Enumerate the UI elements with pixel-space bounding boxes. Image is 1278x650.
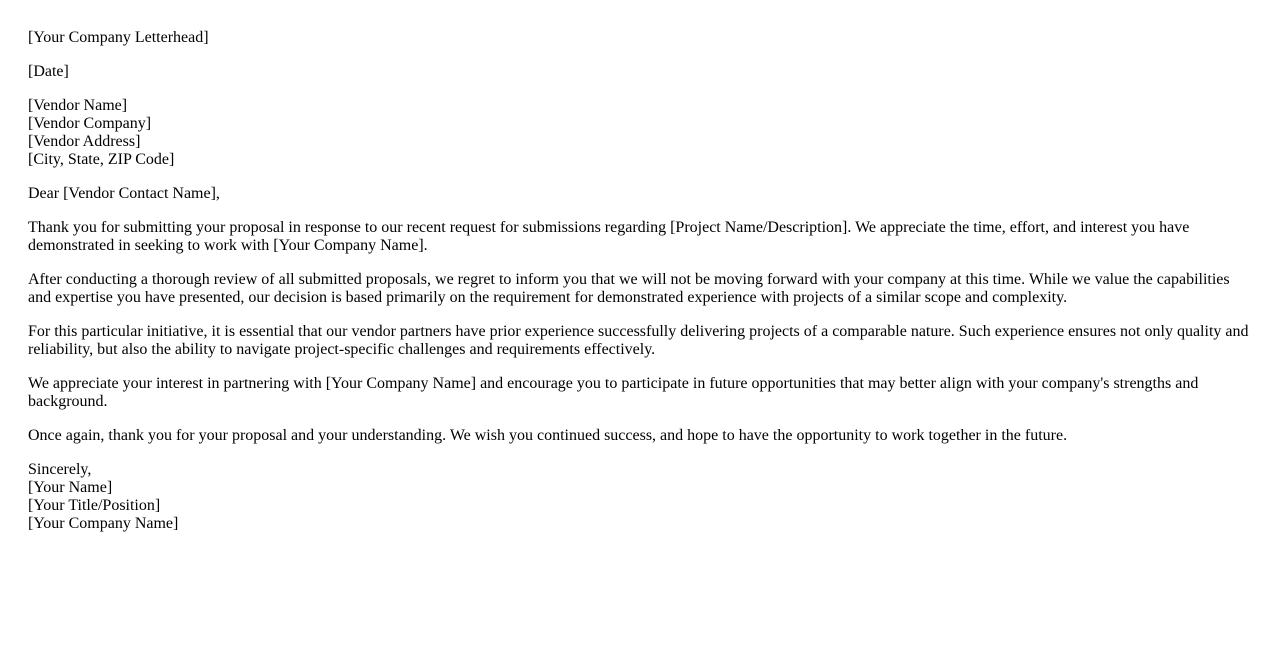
date-placeholder: [Date] [28, 63, 69, 80]
signature-block [28, 461, 1250, 533]
body-paragraph-4: We appreciate your interest in partnering with [Your Company Name] and encourage you to participate in future opportunities that may better align with your company's strengths and background. [28, 375, 1199, 410]
body-paragraph-1: Thank you for submitting your proposal in response to our recent request for submissions regarding [Project Name/Description]. We appreciate the time, effort, and interest you have demonstrated in seeking to work with [Your Company Name]. [28, 219, 1190, 254]
body-paragraph-3: For this particular initiative, it is essential that our vendor partners have prior experience successfully delivering projects of a comparable nature. Such experience ensures not only quality and reliability, but also the ability to navigate project-specific challenges and requirements effectively. [28, 323, 1249, 358]
body-paragraph-5: Once again, thank you for your proposal and your understanding. We wish you continued success, and hope to have the opportunity to work together in the future. [28, 427, 1068, 444]
signature-title-line: [Your Title/Position] [28, 497, 161, 514]
vendor-company-line: [Vendor Company] [28, 115, 152, 132]
signature-name-line: [Your Name] [28, 479, 113, 496]
vendor-city-state-zip-line: [City, State, ZIP Code] [28, 151, 175, 168]
signature-company-line: [Your Company Name] [28, 515, 179, 532]
vendor-address-line: [Vendor Address] [28, 133, 141, 150]
letterhead-placeholder: [Your Company Letterhead] [28, 29, 209, 46]
vendor-address-block [28, 97, 1250, 169]
date-block [28, 63, 1250, 81]
letterhead-block [28, 29, 1250, 47]
body-paragraph-2: After conducting a thorough review of all submitted proposals, we regret to inform you that we will not be moving forward with your company at this time. While we value the capabilities and expertise you have presented, our decision is based primarily on the requirement for demonstrated experience with projects of a similar scope and complexity. [28, 271, 1230, 306]
closing: Sincerely, [28, 461, 92, 478]
vendor-name-line: [Vendor Name] [28, 97, 128, 114]
salutation-block [28, 185, 1250, 203]
salutation: Dear [Vendor Contact Name], [28, 185, 220, 202]
